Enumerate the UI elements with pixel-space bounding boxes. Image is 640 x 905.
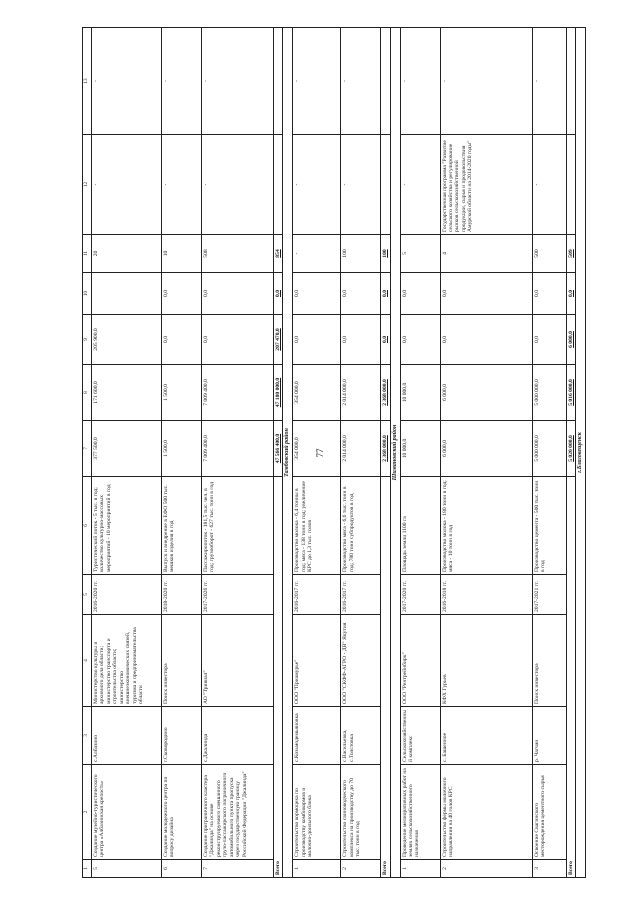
cell: 2: [440, 860, 532, 878]
cell: Проведение мелиоративных работ на землях сельскохозяйственного назначения: [400, 765, 440, 860]
document-scan: [82, 28, 584, 878]
total-cell: 509: [566, 235, 575, 273]
section-title: Тамбовский район: [283, 28, 293, 878]
cell: Создание музейно-туристического центра «Албазинская крепость»: [91, 765, 161, 860]
cell: 2017-2026 гг.: [201, 575, 273, 615]
cell: с. Башенное: [440, 707, 532, 765]
cell: 1: [400, 860, 440, 878]
total-cell: 47 566 400,0: [273, 421, 282, 477]
total-cell: 6 000,0: [566, 315, 575, 365]
cell: 0,0: [201, 273, 273, 315]
cell: р. Чагчан: [532, 707, 566, 765]
cell: 0,0: [400, 315, 440, 365]
cell: Производство цемента - 500 тыс. тонн в год: [532, 477, 566, 575]
total-label: Всего: [273, 477, 282, 878]
cell: 2016-2020 гг.: [91, 575, 161, 615]
cell: 2016-2017 гг.: [293, 575, 341, 615]
investment-projects-table: [82, 27, 586, 878]
cell: 2016-2017 гг.: [341, 575, 381, 615]
cell: Сельскохозяйственный комплекс: [400, 707, 440, 765]
cell: 7: [201, 860, 273, 878]
header-cell: 10: [83, 273, 92, 315]
cell: 1: [293, 860, 341, 878]
cell: 2016-2018 гг.: [440, 575, 532, 615]
total-label: Всего: [566, 477, 575, 878]
cell: -: [532, 28, 566, 135]
cell: 5: [400, 235, 440, 273]
header-row: [83, 28, 92, 878]
cell: 7 009 400,0: [201, 421, 273, 477]
cell: -: [400, 135, 440, 235]
cell: Государственная программа "Развитие сельского хозяйства и регулирование рынков сельскохозяйственной продукции, сырья и продовольствия Амурской области на 2014-2020 годы": [440, 135, 532, 235]
table-row: [161, 28, 201, 878]
cell: 377 500,0: [91, 421, 161, 477]
total-cell: 5 020 000,0: [566, 421, 575, 477]
cell: 20: [91, 235, 161, 273]
cell: [381, 28, 390, 135]
cell: 354 000,0: [293, 421, 341, 477]
cell: 1 500,0: [161, 365, 201, 421]
cell: с.Албазино: [91, 707, 161, 765]
cell: Министерство культуры и архивного дела области; министерство транспорта и строительства области; министерство внешнеэкономических связей, туризма и предпринимательства области: [91, 615, 161, 707]
total-cell: 5 016 000,0: [566, 365, 575, 421]
section-header-row: [283, 28, 293, 878]
cell: 2 014 000,0: [341, 365, 381, 421]
cell: Туристический поток - 5 тыс. в год; количество культурно-массовых мероприятий - 10 мероприятий в год: [91, 477, 161, 575]
header-cell: 8: [83, 365, 92, 421]
cell: АО "Тривиал": [201, 615, 273, 707]
cell: 6 000,0: [440, 365, 532, 421]
cell: 0,0: [341, 273, 381, 315]
table-row: [440, 28, 532, 878]
header-cell: 7: [83, 421, 92, 477]
cell: 0,0: [293, 273, 341, 315]
total-cell: 2 368 000,0: [381, 365, 390, 421]
cell: 0,0: [161, 273, 201, 315]
cell: ООО "Рентрейнбирк": [400, 615, 440, 707]
cell: Строительство фермы молочного направления на 40 голов КРС: [440, 765, 532, 860]
total-cell: 100: [381, 235, 390, 273]
cell: 0,0: [201, 315, 273, 365]
cell: 0,0: [293, 315, 341, 365]
cell: 508: [201, 235, 273, 273]
cell: 500: [532, 235, 566, 273]
table-row: [201, 28, 273, 878]
table-row: [341, 28, 381, 878]
cell: -: [201, 135, 273, 235]
section-header-row: [576, 28, 586, 878]
cell: [273, 135, 282, 235]
cell: Поиск инвестора: [161, 615, 201, 707]
cell: Производство мяса - 6,6 тыс. тонн в год; 780 тонн субпродуктов в год: [341, 477, 381, 575]
cell: КФХ Гурьев: [440, 615, 532, 707]
cell: Производство молока - 180 тонн в год; мяса - 10 тонн в год: [440, 477, 532, 575]
cell: -: [293, 135, 341, 235]
cell: [381, 135, 390, 235]
header-cell: 4: [83, 615, 92, 707]
table-row: [400, 28, 440, 878]
header-cell: 1: [83, 860, 92, 878]
header-cell: 9: [83, 315, 92, 365]
cell: Пассажиропоток - 181,5 тыс. чел. в год; грузооборот - 627 тыс. тонн в год: [201, 477, 273, 575]
cell: 6: [161, 860, 201, 878]
cell: ООО "Приамурье": [293, 615, 341, 707]
cell: 6 000,0: [440, 421, 532, 477]
cell: 2017-2021 гг.: [532, 575, 566, 615]
cell: -: [161, 135, 201, 235]
cell: [91, 273, 161, 315]
cell: 0,0: [532, 273, 566, 315]
cell: -: [341, 135, 381, 235]
cell: 0,0: [440, 273, 532, 315]
section-title: Шимановский район: [390, 28, 400, 878]
cell: 205 900,0: [91, 315, 161, 365]
cell: Выпуск и внедрение в ЕФО 500 тыс. мешков изделия в год: [161, 477, 201, 575]
cell: 0,0: [532, 315, 566, 365]
cell: -: [91, 135, 161, 235]
cell: Создание приграничного кластера "Джалинда" на основе реконструируемого смешанного грузо-пассажирского пограничного автомобильного пункта пропуска через государственную границу Российской Федерации "Джалинда": [201, 765, 273, 860]
cell: 0,0: [341, 315, 381, 365]
cell: 0,0: [400, 273, 440, 315]
cell: -: [293, 28, 341, 135]
cell: 0,0: [440, 315, 532, 365]
table-row: [91, 28, 161, 878]
cell: -: [440, 28, 532, 135]
cell: ООО "СКФФ-АГРО - ДВ" Якутия: [341, 615, 381, 707]
cell: с.Джалинда: [201, 707, 273, 765]
total-cell: 47 100 000,0: [273, 365, 282, 421]
cell: -: [400, 28, 440, 135]
cell: Строительство свиноводческого комплекса на производству до 70 тыс. тонн в год: [341, 765, 381, 860]
header-cell: 13: [83, 28, 92, 135]
header-cell: 5: [83, 575, 92, 615]
cell: [566, 135, 575, 235]
cell: [566, 28, 575, 135]
cell: 171 600,0: [91, 365, 161, 421]
cell: 2 014 000,0: [341, 421, 381, 477]
section-title: г.Благовещенск: [576, 28, 586, 878]
cell: 10 000,0: [400, 365, 440, 421]
rotated-table-container: [82, 28, 584, 878]
header-cell: 12: [83, 135, 92, 235]
cell: 3: [532, 860, 566, 878]
section-header-row: [390, 28, 400, 878]
header-cell: 6: [83, 477, 92, 575]
total-cell: 0,0: [273, 273, 282, 315]
cell: 100: [341, 235, 381, 273]
total-cell: 854: [273, 235, 282, 273]
cell: 5 000 000,0: [532, 421, 566, 477]
cell: 5 000 000,0: [532, 365, 566, 421]
table-row: [532, 28, 566, 878]
header-cell: 2: [83, 765, 92, 860]
cell: 354 000,0: [293, 365, 341, 421]
cell: 5: [91, 860, 161, 878]
cell: -: [91, 28, 161, 135]
cell: Площадь земли 1100 га: [400, 477, 440, 575]
cell: 4: [440, 235, 532, 273]
total-cell: 2 368 000,0: [381, 421, 390, 477]
table-row: [293, 28, 341, 878]
total-row: [381, 28, 390, 878]
header-cell: 3: [83, 707, 92, 765]
cell: Создание молодежного центра по вопросу дизайна: [161, 765, 201, 860]
cell: -: [293, 235, 341, 273]
total-row: [566, 28, 575, 878]
cell: Поиск инвестора: [532, 615, 566, 707]
cell: с.Козьмодемьяновка: [293, 707, 341, 765]
cell: 2017-2020 гг.: [400, 575, 440, 615]
cell: 2: [341, 860, 381, 878]
total-label: Всего: [381, 477, 390, 878]
cell: 1 500,0: [161, 421, 201, 477]
page-number: 77: [315, 448, 325, 458]
total-cell: 0,0: [381, 315, 390, 365]
cell: -: [341, 28, 381, 135]
cell: 2018-2020 гг.: [161, 575, 201, 615]
total-cell: 0,0: [566, 273, 575, 315]
total-cell: 0,0: [381, 273, 390, 315]
total-cell: 207 470,0: [273, 315, 282, 365]
cell: -: [532, 135, 566, 235]
cell: Производство молока - 6,4 тонны в год; мяса - 138 тонн в год; увеличение КРС до 1,3 тыс. голов: [293, 477, 341, 575]
cell: 7 009 400,0: [201, 365, 273, 421]
cell: г.Сковородино: [161, 707, 201, 765]
cell: -: [161, 28, 201, 135]
cell: 10: [161, 235, 201, 273]
cell: Освоение Свагинского месторождения цементного сырья: [532, 765, 566, 860]
cell: [273, 28, 282, 135]
cell: с.Васильевка, с.Толстовка: [341, 707, 381, 765]
cell: -: [201, 28, 273, 135]
cell: 0,0: [161, 315, 201, 365]
header-cell: 11: [83, 235, 92, 273]
cell: 10 000,0: [400, 421, 440, 477]
total-row: [273, 28, 282, 878]
cell: Строительство кормоцеха по производству комбикормов и молочно-доильного блока: [293, 765, 341, 860]
